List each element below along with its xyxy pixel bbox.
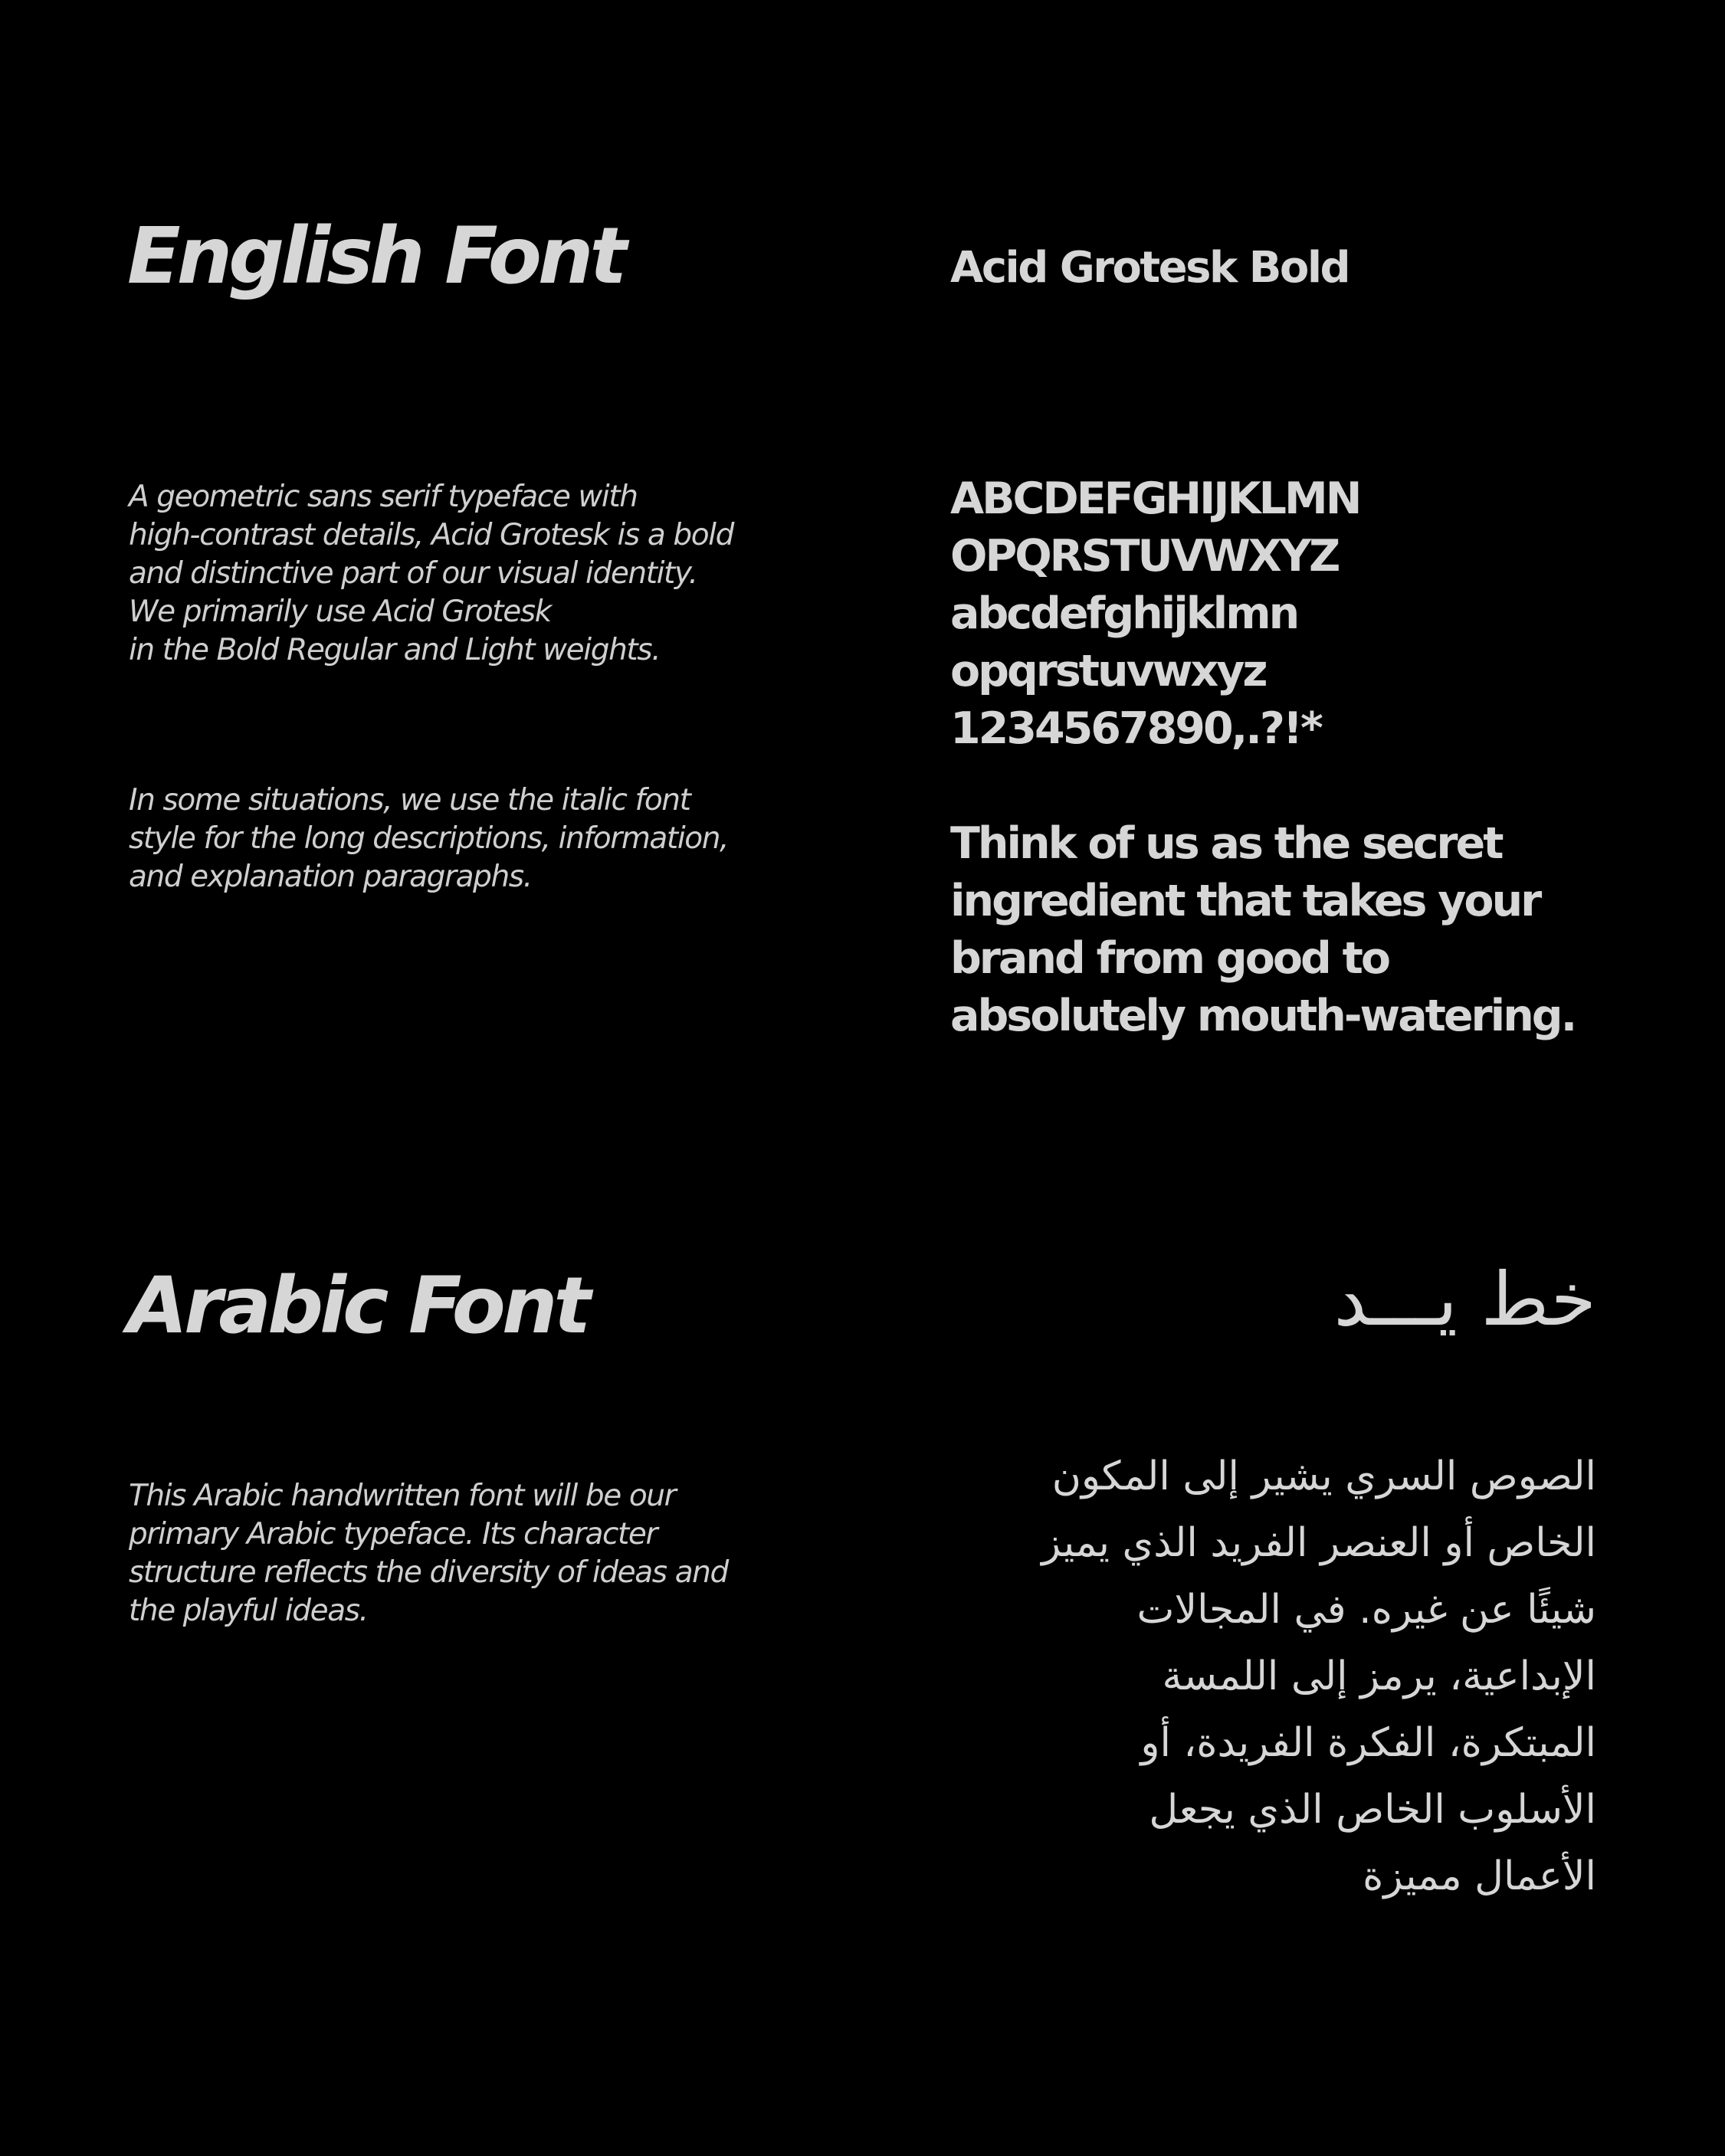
glyph-line: 1234567890,.?!* <box>950 703 1321 754</box>
glyph-line: ABCDEFGHIJKLMN <box>950 473 1360 524</box>
arabic-sample-line: الأعمال مميزة <box>1363 1853 1596 1899</box>
description-line: high-contrast details, Acid Grotesk is a bold <box>129 518 733 552</box>
arabic-sample-line: المبتكرة، الفكرة الفريدة، أو <box>1140 1720 1596 1766</box>
arabic-sample-line: شيئًا عن غيره. في المجالات <box>1136 1587 1596 1633</box>
arabic-sample-line: الخاص أو العنصر الفريد الذي يميز <box>1041 1520 1596 1566</box>
arabic-font-description <box>129 1477 728 1630</box>
sample-line: brand from good to <box>950 933 1389 984</box>
description-line: This Arabic handwritten font will be our <box>129 1479 676 1513</box>
glyph-line: abcdefghijklmn <box>950 588 1298 639</box>
description-line: primary Arabic typeface. Its character <box>129 1517 658 1551</box>
english-font-description <box>129 478 733 670</box>
note-line: and explanation paragraphs. <box>129 860 532 894</box>
description-line: A geometric sans serif typeface with <box>129 480 638 514</box>
glyph-line: opqrstuvwxyz <box>950 646 1266 696</box>
note-line: In some situations, we use the italic font <box>129 783 690 818</box>
description-line: We primarily use Acid Grotesk <box>129 595 551 629</box>
arabic-sample-line: الأسلوب الخاص الذي يجعل <box>1149 1787 1596 1833</box>
arabic-font-title: Arabic Font <box>127 1260 588 1352</box>
arabic-sample-line: الصوص السري يشير إلى المكون <box>1051 1453 1596 1499</box>
description-line: and distinctive part of our visual identity. <box>129 556 697 591</box>
description-line: the playful ideas. <box>129 1594 368 1628</box>
sample-line: ingredient that takes your <box>950 876 1540 926</box>
arabic-sample-line: الإبداعية، يرمز إلى اللمسة <box>1162 1653 1596 1699</box>
description-line: in the Bold Regular and Light weights. <box>129 633 661 667</box>
arabic-font-name: خط يـــد <box>1333 1257 1596 1342</box>
sample-line: absolutely mouth-watering. <box>950 991 1576 1041</box>
glyph-line: OPQRSTUVWXYZ <box>950 531 1339 582</box>
arabic-sample-paragraph <box>830 1443 1596 1910</box>
sample-line: Think of us as the secret <box>950 818 1502 869</box>
description-line: structure reflects the diversity of ideas and <box>129 1555 728 1590</box>
glyph-specimen <box>950 470 1359 758</box>
sample-sentence <box>950 815 1575 1045</box>
english-font-name: Acid Grotesk Bold <box>950 243 1350 293</box>
english-font-title: English Font <box>127 211 624 302</box>
note-line: style for the long descriptions, information, <box>129 821 729 856</box>
italic-usage-note <box>129 781 728 896</box>
